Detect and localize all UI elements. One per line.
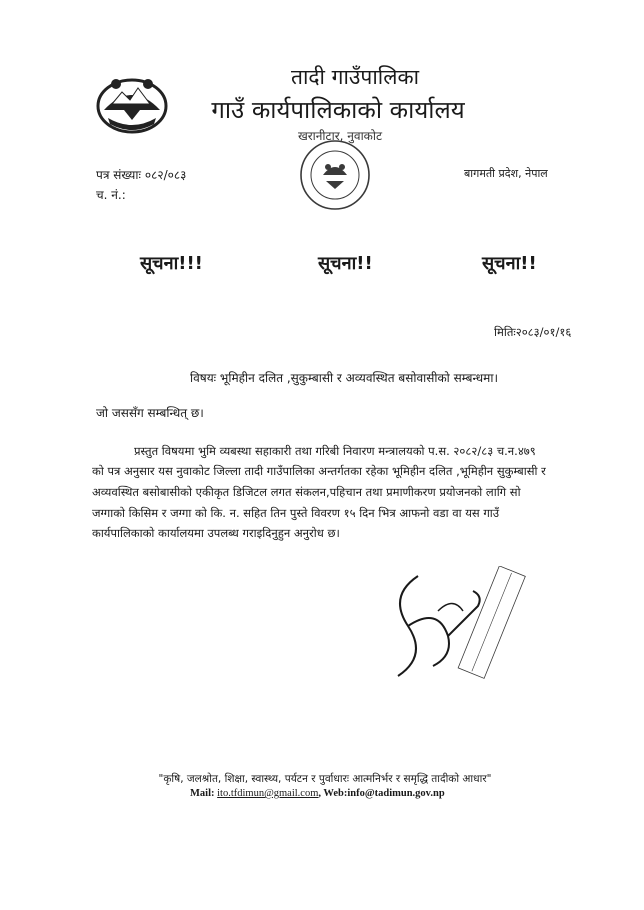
email-link[interactable]: ito.tfdimun@gmail.com <box>217 788 319 799</box>
body-line: कार्यपालिकाको कार्यालयमा उपलब्ध गराइदिनुहुन अनुरोध छ। <box>92 526 340 540</box>
letter-date: मितिः२०८३/०१/१६ <box>494 325 572 339</box>
body-line: प्रस्तुत विषयमा भुमि व्यबस्था सहाकारी तथा गरिबी निवारण मन्त्रालयको प.स. २०८२/८३ च.न.४७९ <box>134 444 536 458</box>
letter-number-label: पत्र संख्याः <box>96 168 141 182</box>
office-stamp-icon <box>296 135 374 215</box>
letter-number-value: ०८२/०८३ <box>144 168 187 182</box>
office-location: खरानीटार, नुवाकोट <box>297 129 383 143</box>
letter-number <box>96 166 186 183</box>
municipality-name: तादी गाउँपालिका <box>290 65 420 89</box>
notice-heading-right: सूचना!! <box>482 253 537 274</box>
web-label: , Web: <box>318 788 348 799</box>
official-signature-icon <box>378 566 528 686</box>
nepal-emblem-icon <box>94 70 170 136</box>
body-line: को पत्र अनुसार यस नुवाकोट जिल्ला तादी गाउँपालिका अन्तर्गतका रहेका भूमिहीन दलित ,भूमिहीन सुकुम्बासी र <box>92 464 546 478</box>
footer-contact <box>190 788 445 799</box>
dispatch-number-label: च. नं.: <box>96 188 126 202</box>
letter-subject: विषयः भूमिहीन दलित ,सुकुम्बासी र अव्यवस्थित बसोवासीको सम्बन्धमा। <box>190 371 498 385</box>
salutation: जो जससँग सम्बन्धित् छ। <box>96 406 204 420</box>
province-name: बागमती प्रदेश, नेपाल <box>464 167 548 180</box>
mail-label: Mail: <box>190 788 215 799</box>
notice-heading-center: सूचना!! <box>318 253 373 274</box>
footer-motto: "कृषि, जलश्रोत, शिक्षा, स्वास्थ्य, पर्यटन र पुर्वाधारः आत्मनिर्भर र समृद्धि तादीको आधार" <box>158 773 492 785</box>
body-line: अव्यवस्थित बसोबासीको एकीकृत डिजिटल लगत संकलन,पहिचान तथा प्रमाणीकरण प्रयोजनको लागि सो <box>92 485 521 499</box>
web-address[interactable]: info@tadimun.gov.np <box>347 788 445 799</box>
notice-heading-left: सूचना!!! <box>140 253 203 274</box>
office-name: गाउँ कार्यपालिकाको कार्यालय <box>211 96 465 124</box>
body-line: जग्गाको किसिम र जग्गा को कि. न. सहित तिन पुस्ते विवरण १५ दिन भित्र आफनो वडा वा यस गाउँ <box>92 506 500 520</box>
